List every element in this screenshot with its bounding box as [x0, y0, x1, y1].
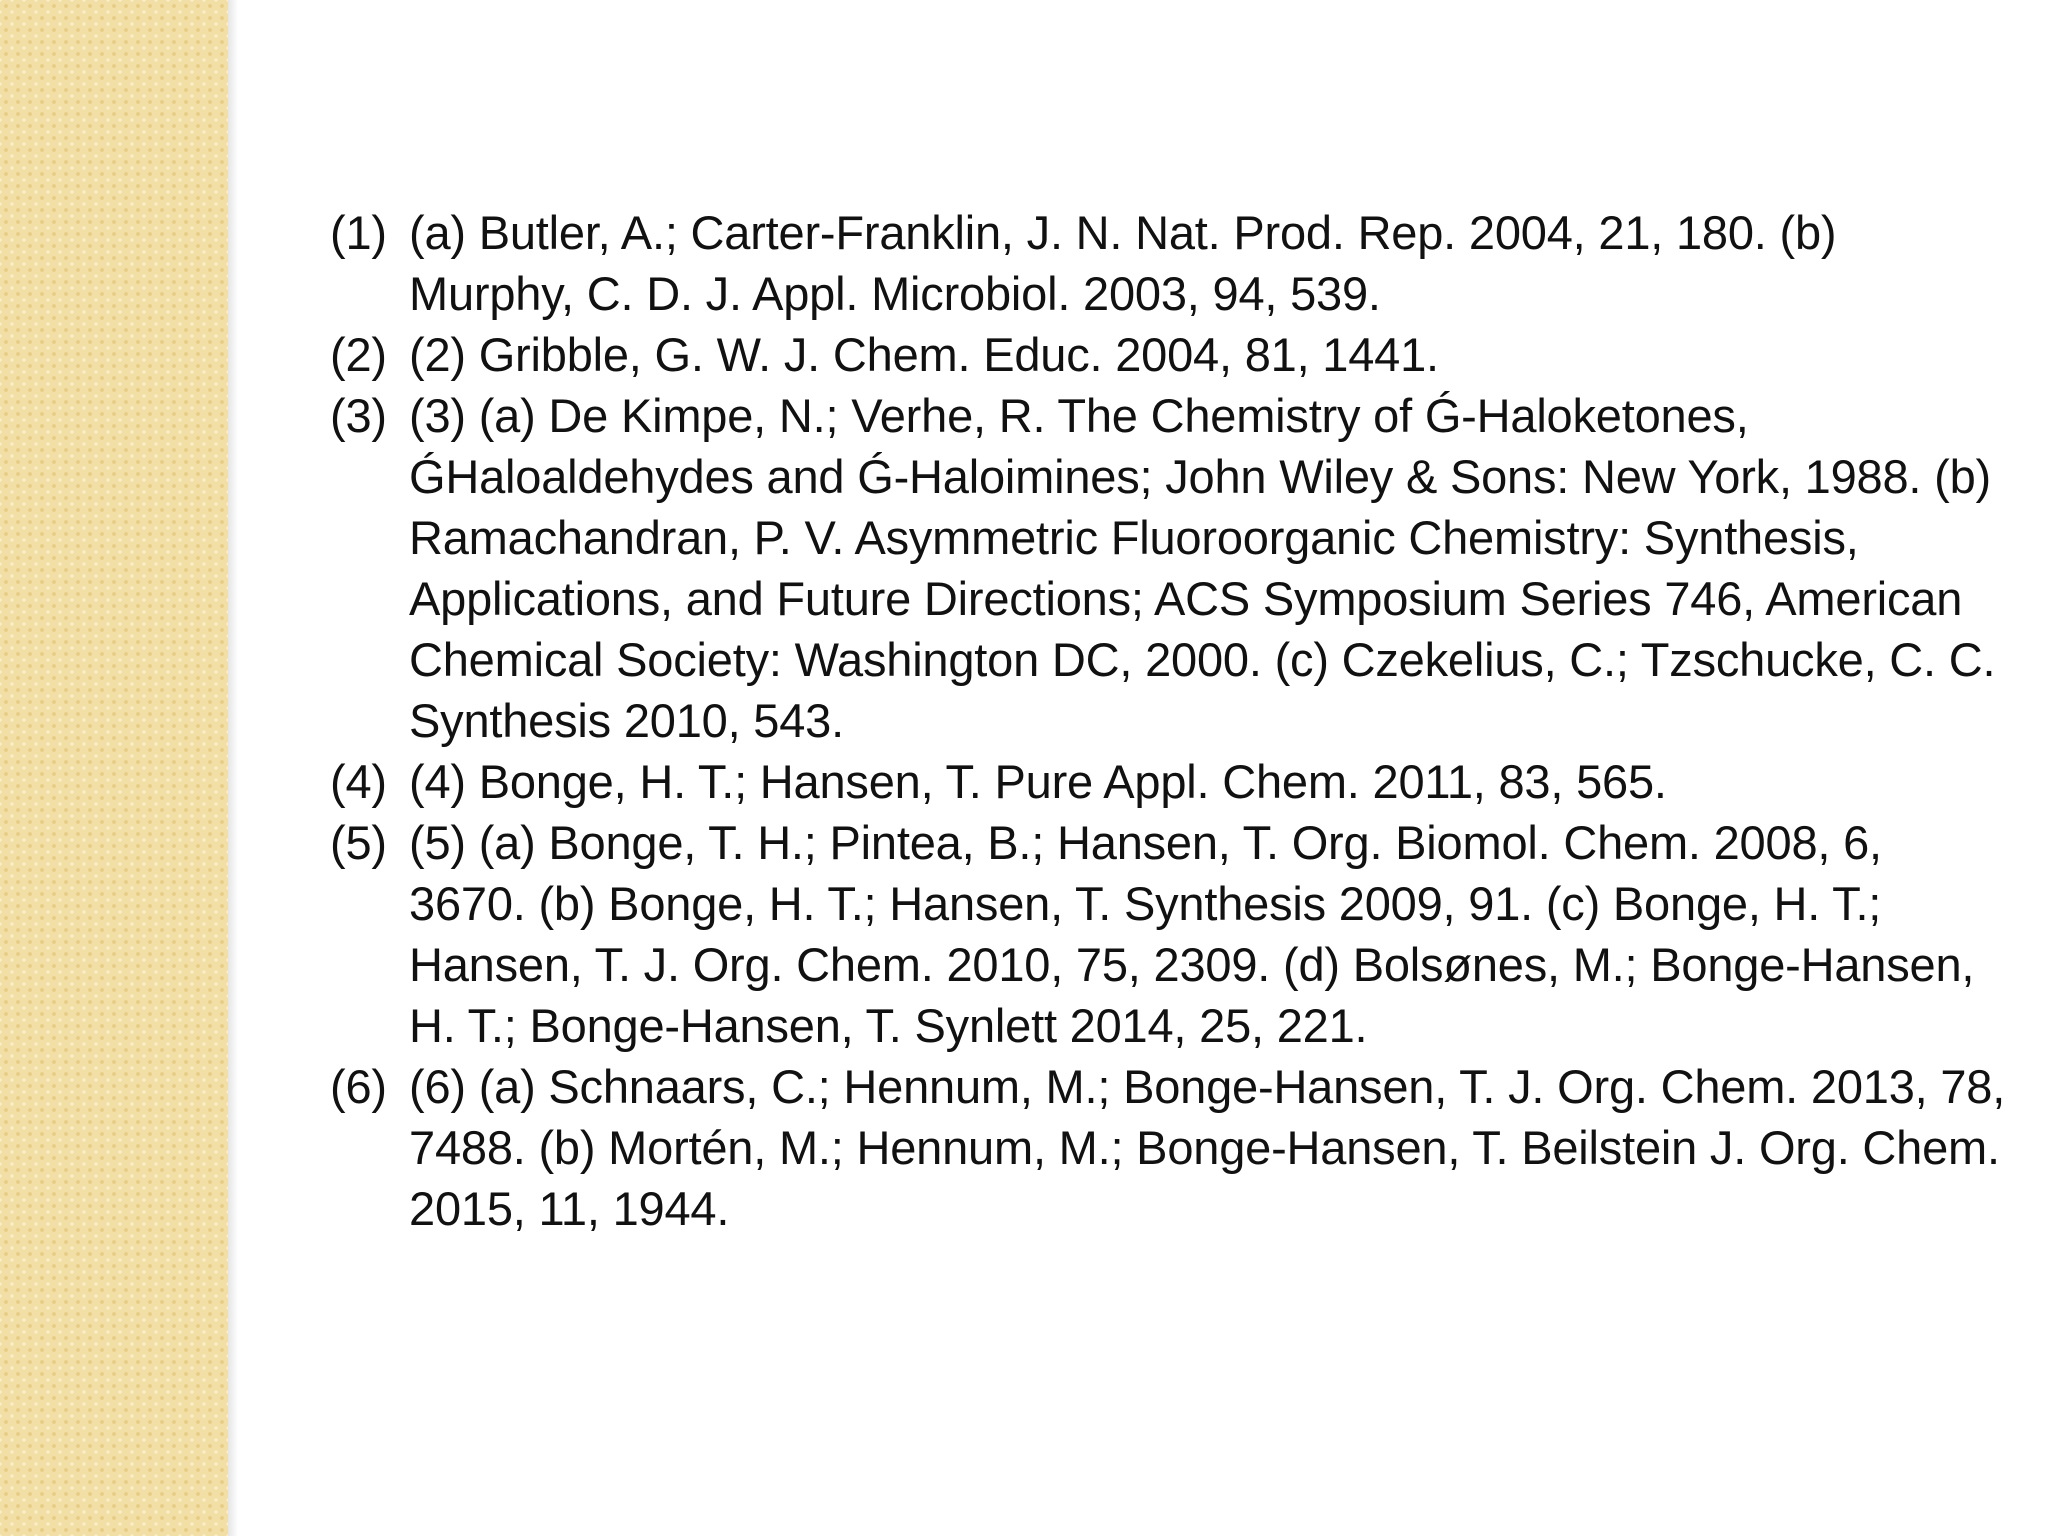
- reference-item-6: [330, 1056, 2010, 1239]
- reference-text: (4) Bonge, H. T.; Hansen, T. Pure Appl. Chem. 2011, 83, 565.: [409, 755, 1667, 808]
- decorative-side-strip: [0, 0, 228, 1536]
- side-strip-shadow: [228, 0, 238, 1536]
- reference-text: (a) Butler, A.; Carter-Franklin, J. N. Nat. Prod. Rep. 2004, 21, 180. (b) Murphy, C. D. J. Appl. Microbiol. 2003, 94, 539.: [409, 206, 1837, 320]
- reference-list: [330, 202, 2010, 1239]
- reference-text: (3) (a) De Kimpe, N.; Verhe, R. The Chemistry of Ǵ-Haloketones, ǴHaloaldehydes and Ǵ-Haloimines; John Wiley & Sons: New York, 1988. (b) Ramachandran, P. V. Asymmetric Fluoroorganic Chemistry: Synthesis, Applications, and Future Directions; ACS Symposium Series 746, American Chemical Society: Washington DC, 2000. (c) Czekelius, C.; Tzschucke, C. C. Synthesis 2010, 543.: [409, 389, 1996, 747]
- reference-number: (4): [330, 755, 387, 808]
- reference-text: (5) (a) Bonge, T. H.; Pintea, B.; Hansen, T. Org. Biomol. Chem. 2008, 6, 3670. (b) Bonge, H. T.; Hansen, T. Synthesis 2009, 91. (c) Bonge, H. T.; Hansen, T. J. Org. Chem. 2010, 75, 2309. (d) Bolsønes, M.; Bonge-Hansen, H. T.; Bonge-Hansen, T. Synlett 2014, 25, 221.: [409, 816, 1975, 1052]
- reference-item-2: [330, 324, 2010, 385]
- reference-number: (1): [330, 206, 387, 259]
- reference-text: (2) Gribble, G. W. J. Chem. Educ. 2004, 81, 1441.: [409, 328, 1439, 381]
- reference-item-3: [330, 385, 2010, 751]
- reference-text: (6) (a) Schnaars, C.; Hennum, M.; Bonge-Hansen, T. J. Org. Chem. 2013, 78, 7488. (b) Mortén, M.; Hennum, M.; Bonge-Hansen, T. Beilstein J. Org. Chem. 2015, 11, 1944.: [409, 1060, 2006, 1235]
- reference-item-1: [330, 202, 2010, 324]
- reference-number: (5): [330, 816, 387, 869]
- reference-number: (6): [330, 1060, 387, 1113]
- reference-number: (2): [330, 328, 387, 381]
- reference-number: (3): [330, 389, 387, 442]
- reference-item-4: [330, 751, 2010, 812]
- reference-item-5: [330, 812, 2010, 1056]
